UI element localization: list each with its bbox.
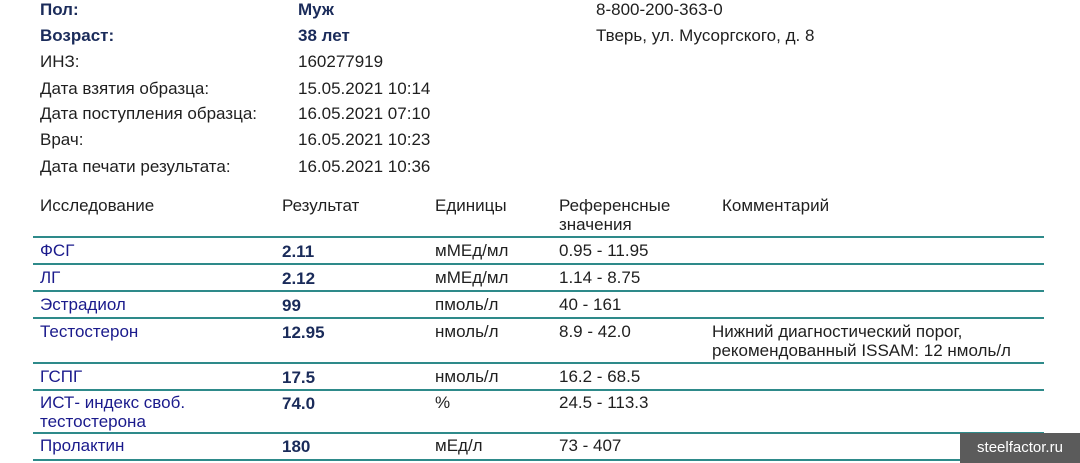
row-test-name: ГСПГ — [40, 367, 83, 386]
print-date-value: 16.05.2021 10:36 — [298, 157, 431, 176]
sex-label: Пол: — [40, 0, 79, 19]
lab-phone: 8-800-200-363-0 — [596, 0, 723, 19]
sample-taken-label: Дата взятия образца: — [40, 79, 210, 98]
header-units: Единицы — [435, 196, 507, 215]
row-divider — [33, 389, 1044, 391]
row-units: % — [435, 393, 451, 412]
row-reference: 8.9 - 42.0 — [559, 322, 631, 341]
inz-value: 160277919 — [298, 52, 384, 71]
row-result: 180 — [282, 437, 311, 456]
row-test-name — [40, 393, 185, 431]
row-result: 12.95 — [282, 323, 325, 342]
sex-value: Муж — [298, 0, 334, 19]
sample-taken-value: 15.05.2021 10:14 — [298, 79, 431, 98]
row-divider — [33, 459, 1044, 461]
row-comment-line1: Нижний диагностический порог, — [712, 322, 963, 341]
row-test-name: Пролактин — [40, 436, 125, 455]
row-test-name: ЛГ — [40, 268, 61, 287]
row-result: 99 — [282, 296, 301, 315]
row-reference: 16.2 - 68.5 — [559, 367, 641, 386]
row-test-name: Тестостерон — [40, 322, 139, 341]
row-units: мМЕд/мл — [435, 241, 509, 260]
row-test-name-line2: тестостерона — [40, 412, 146, 431]
row-result: 2.11 — [282, 242, 315, 261]
header-test: Исследование — [40, 196, 155, 215]
row-divider — [33, 236, 1044, 238]
row-divider — [33, 290, 1044, 292]
sample-received-value: 16.05.2021 07:10 — [298, 104, 431, 123]
row-result: 17.5 — [282, 368, 316, 387]
row-comment-line2: рекомендованный ISSAM: 12 нмоль/л — [712, 341, 1011, 360]
row-test-name-line1: ИСТ- индекс своб. — [40, 393, 186, 412]
row-units: мЕд/л — [435, 436, 483, 455]
age-value: 38 лет — [298, 26, 350, 45]
row-divider — [33, 317, 1044, 319]
row-result: 2.12 — [282, 269, 316, 288]
print-date-label: Дата печати результата: — [40, 157, 231, 176]
header-reference — [559, 196, 670, 234]
lab-address: Тверь, ул. Мусоргского, д. 8 — [596, 26, 815, 45]
row-reference: 0.95 - 11.95 — [559, 241, 649, 260]
age-label: Возраст: — [40, 26, 115, 45]
row-comment — [712, 322, 1011, 360]
doctor-label: Врач: — [40, 130, 84, 149]
sample-received-label: Дата поступления образца: — [40, 104, 258, 123]
row-reference: 73 - 407 — [559, 436, 622, 455]
row-units: нмоль/л — [435, 322, 499, 341]
row-units: пмоль/л — [435, 295, 499, 314]
row-test-name: ФСГ — [40, 241, 75, 260]
header-reference-line2: значения — [559, 215, 632, 234]
watermark-badge: steelfactor.ru — [960, 433, 1080, 463]
header-result: Результат — [282, 196, 360, 215]
row-result: 74.0 — [282, 394, 316, 413]
header-comment: Комментарий — [722, 196, 830, 215]
row-units: мМЕд/мл — [435, 268, 509, 287]
row-divider — [33, 432, 1044, 434]
row-units: нмоль/л — [435, 367, 499, 386]
row-divider — [33, 362, 1044, 364]
inz-label: ИНЗ: — [40, 52, 80, 71]
doctor-value: 16.05.2021 10:23 — [298, 130, 431, 149]
row-reference: 24.5 - 113.3 — [559, 393, 649, 412]
row-reference: 1.14 - 8.75 — [559, 268, 641, 287]
header-reference-line1: Референсные — [559, 196, 671, 215]
row-reference: 40 - 161 — [559, 295, 622, 314]
row-test-name: Эстрадиол — [40, 295, 126, 314]
row-divider — [33, 263, 1044, 265]
